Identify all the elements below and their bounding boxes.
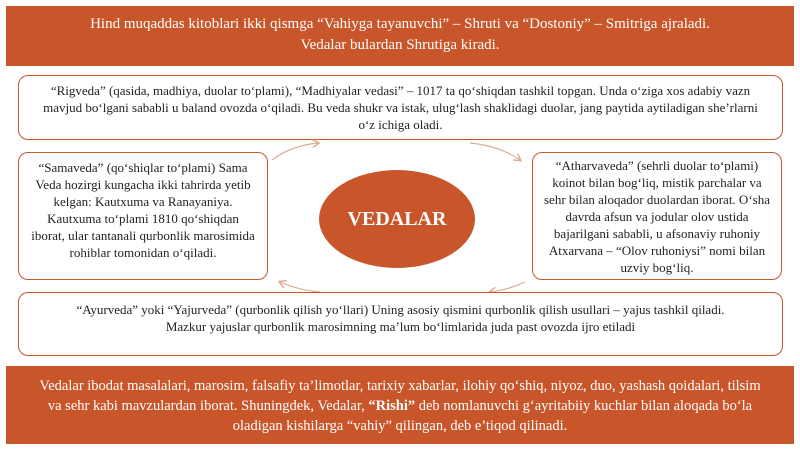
ayurveda-box <box>18 292 783 356</box>
arrow-top-right <box>470 143 520 160</box>
ayurveda-line-1: “Ayurveda” yoki “Yajurveda” (qurbonlik qilish yo‘llari) Uning asosiy qismini qurbonlik qilish usullari – yajus tashkil qiladi. <box>76 302 725 317</box>
footer-text-after: deb nomlanuvchi g‘ayritabiiy kuchlar bilan aloqada bo‘la oladigan kishilarga “vahiy” qilingan, deb e’tiqod qilinadi. <box>232 398 753 434</box>
rigveda-text: “Rigveda” (qasida, madhiya, duolar to‘plami), “Madhiyalar vedasi” – 1017 ta qo‘shiqdan tashkil topgan. Unda o‘ziga xos adabiy vazn mavjud bo‘lgani sababli u baland ovozda o‘qiladi. Bu veda shukr va istak, ulug‘lash shaklidagi duolar, jang paytida aytiladigan she’rlarni o‘z ichiga oladi. <box>43 83 758 132</box>
vedalar-label: VEDALAR <box>347 207 447 230</box>
atharvaveda-text: “Atharvaveda” (sehrli duolar to‘plami) koinot bilan bog‘liq, mistik parchalar va sehr bilan aloqador duolardan iborat. O‘sha davrda afsun va jodular olov ustida bajarilgani sababli, u afsonaviy ruhoniy Atxarvana – “Olov ruhoniysi” nomi bilan uzviy bog‘liq. <box>544 158 770 275</box>
arrow-left-top <box>272 143 318 160</box>
ayurveda-line-2: Mazkur yajuslar qurbonlik marosimning ma’lum bo‘limlarida juda past ovozda ijro etiladi <box>165 319 636 334</box>
arrow-bottom-left <box>280 282 320 292</box>
footer-rishi-bold: “Rishi” <box>368 398 416 414</box>
header-line-2: Vedalar bulardan Shrutiga kiradi. <box>300 37 500 53</box>
footer-banner <box>6 366 794 444</box>
samaveda-text: “Samaveda” (qo‘shiqlar to‘plami) Sama Veda hozirgi kungacha ikki tahrirda yetib kelgan: Kautxuma va Ranayaniya. Kautxuma to‘plami 1810 qo‘shiqdan iborat, ular tantanali qurbonlik marosimida rohiblar tomonidan o‘qiladi. <box>31 160 255 260</box>
vedalar-circle <box>319 170 475 268</box>
arrow-right-bottom <box>490 282 525 292</box>
header-line-1: Hind muqaddas kitoblari ikki qismga “Vahiyga tayanuvchi” – Shruti va “Dostoniy” – Smitriga ajraladi. <box>90 16 710 32</box>
footer-text-before: Vedalar ibodat masalalari, marosim, falsafiy ta’limotlar, tarixiy xabarlar, ilohiy qo‘shiq, niyoz, duo, yashash qoidalari, tilsim va sehr kabi mavzulardan iborat. Shuningdek, Vedalar, <box>39 378 761 414</box>
